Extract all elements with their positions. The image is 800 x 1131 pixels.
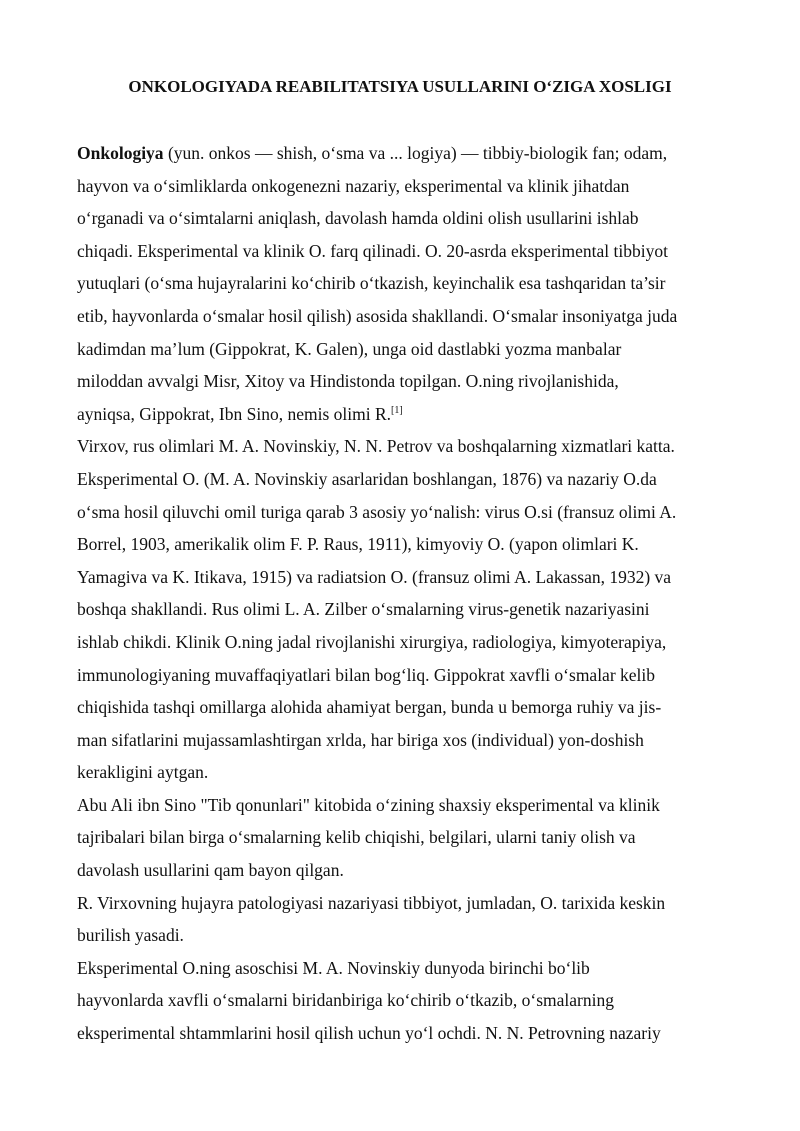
body-line: Yamagiva va K. Itikava, 1915) va radiatsion O. (fransuz olimi A. Lakassan, 1932) va [77,566,672,587]
body-line: immunologiyaning muvaffaqiyatlari bilan bog‘liq. Gippokrat xavfli o‘smalar kelib [77,664,656,685]
body-line: chiqishida tashqi omillarga alohida ahamiyat bergan, bunda u bemorga ruhiy va jis- [77,697,662,718]
body-line: R. Virxovning hujayra patologiyasi nazariyasi tibbiyot, jumladan, O. tarixida keskin [77,892,666,913]
body-line [77,398,737,431]
body-line: miloddan avvalgi Misr, Xitoy va Hindistonda topilgan. O.ning rivojlanishida, [77,371,619,392]
body-line: boshqa shakllandi. Rus olimi L. A. Zilber o‘smalarning virus-genetik nazariyasini [77,599,650,620]
body-line: Abu Ali ibn Sino "Tib qonunlari" kitobida o‘zining shaxsiy eksperimental va klinik [77,794,660,815]
body-line: burilish yasadi. [77,925,184,946]
body-line: hayvon va o‘simliklarda onkogenezni nazariy, eksperimental va klinik jihatdan [77,175,630,196]
body-line: Virxov, rus olimlari M. A. Novinskiy, N. N. Petrov va boshqalarning xizmatlari katta. [77,436,675,457]
body-line-text: (yun. onkos — shish, o‘sma va ... logiya) — tibbiy-biologik fan; odam, [163,143,668,163]
body-line: kadimdan ma’lum (Gippokrat, K. Galen), unga oid dastlabki yozma manbalar [77,338,622,359]
body-line: o‘rganadi va o‘simtalarni aniqlash, davolash hamda oldini olish usullarini ishlab [77,208,639,229]
body-line-text: ayniqsa, Gippokrat, Ibn Sino, nemis olimi R. [77,403,392,424]
body-line: chiqadi. Eksperimental va klinik O. farq qilinadi. O. 20-asrda eksperimental tibbiyot [77,240,668,261]
body-line: tajribalari bilan birga o‘smalarning kelib chiqishi, belgilari, ularni taniy olish va [77,827,636,848]
body-line: kerakligini aytgan. [77,762,209,783]
body-line: hayvonlarda xavfli o‘smalarni biridanbiriga ko‘chirib o‘tkazib, o‘smalarning [77,990,614,1011]
body-line: eksperimental shtammlarini hosil qilish uchun yo‘l ochdi. N. N. Petrovning nazariy [77,1023,661,1044]
body-line: ishlab chikdi. Klinik O.ning jadal rivojlanishi xirurgiya, radiologiya, kimyoterapiya, [77,631,667,652]
body-line: o‘sma hosil qiluvchi omil turiga qarab 3 asosiy yo‘nalish: virus O.si (fransuz olimi A. [77,501,677,522]
body-line: man sifatlarini mujassamlashtirgan xrlda, har biriga xos (individual) yon-doshish [77,729,644,750]
term-onkologiya: Onkologiya [77,143,164,163]
body-line: Borrel, 1903, amerikalik olim F. P. Raus, 1911), kimyoviy O. (yapon olimlari K. [77,534,639,555]
body-line: davolash usullarini qam bayon qilgan. [77,860,344,881]
body-line: Eksperimental O. (M. A. Novinskiy asarlaridan boshlangan, 1876) va nazariy O.da [77,468,657,489]
document-title: ONKOLOGIYADA REABILITATSIYA USULLARINI O‘ZIGA XOSLIGI [128,77,672,96]
body-line: Eksperimental O.ning asoschisi M. A. Novinskiy dunyoda birinchi bo‘lib [77,957,590,978]
footnote-reference[interactable]: [1] [391,404,403,416]
body-line: etib, hayvonlarda o‘smalar hosil qilish) asosida shakllandi. O‘smalar insoniyatga juda [77,305,678,326]
document-body [77,137,737,1050]
body-line: yutuqlari (o‘sma hujayralarini ko‘chirib o‘tkazish, keyinchalik esa tashqaridan ta’sir [77,273,666,294]
body-line [77,137,737,170]
